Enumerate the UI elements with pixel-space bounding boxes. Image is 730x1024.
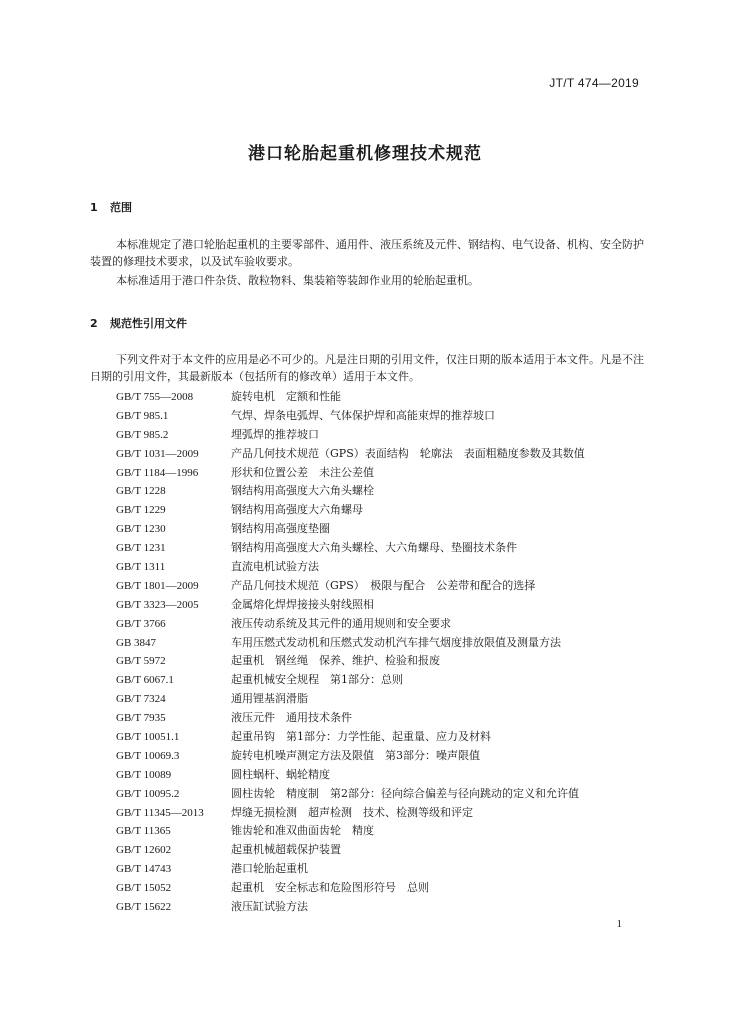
section-2-number: 2	[90, 317, 98, 330]
reference-code: GB/T 1231	[116, 542, 166, 555]
section-1-paragraph-1: 本标准规定了港口轮胎起重机的主要零部件、通用件、液压系统及元件、钢结构、电气设备、机构、安全防护装置的修理技术要求，以及试车验收要求。	[90, 238, 644, 268]
reference-code: GB/T 10069.3	[116, 749, 180, 762]
reference-title: 金属熔化焊焊接接头射线照相	[231, 597, 374, 611]
reference-title: 起重机械安全规程 第1部分：总则	[231, 673, 403, 687]
reference-title: 钢结构用高强度大六角头螺栓	[231, 484, 374, 498]
reference-code: GB/T 12602	[116, 844, 172, 857]
reference-code: GB/T 1230	[116, 523, 166, 536]
reference-row	[116, 785, 656, 804]
reference-code: GB/T 11365	[116, 825, 171, 838]
reference-row	[116, 898, 656, 917]
reference-title: 起重机械超载保护装置	[231, 843, 341, 857]
reference-row	[116, 482, 656, 501]
reference-title: 圆柱齿轮 精度制 第2部分：径向综合偏差与径向跳动的定义和允许值	[231, 786, 579, 800]
reference-title: 港口轮胎起重机	[231, 862, 308, 876]
reference-title: 液压缸试验方法	[231, 900, 308, 914]
reference-row	[116, 615, 656, 634]
reference-code: GB/T 14743	[116, 863, 172, 876]
reference-code: GB/T 1801—2009	[116, 579, 199, 592]
reference-code: GB/T 6067.1	[116, 674, 174, 687]
reference-row	[116, 690, 656, 709]
document-title: 港口轮胎起重机修理技术规范	[248, 144, 482, 164]
reference-code: GB/T 985.2	[116, 428, 169, 441]
reference-code: GB/T 3766	[116, 617, 166, 630]
reference-title: 直流电机试验方法	[231, 560, 319, 574]
reference-row	[116, 822, 656, 841]
reference-row	[116, 596, 656, 615]
reference-code: GB/T 5972	[116, 655, 166, 668]
reference-row	[116, 445, 656, 464]
reference-title: 钢结构用高强度大六角头螺栓、大六角螺母、垫圈技术条件	[231, 541, 517, 555]
reference-title: 圆柱蜗杆、蜗轮精度	[231, 767, 330, 781]
reference-row	[116, 766, 656, 785]
reference-code: GB 3847	[116, 636, 157, 649]
reference-title: 起重吊钩 第1部分：力学性能、起重量、应力及材料	[231, 730, 491, 744]
reference-row	[116, 520, 656, 539]
reference-title: 形状和位置公差 未注公差值	[231, 465, 374, 479]
reference-title: 车用压燃式发动机和压燃式发动机汽车排气烟度排放限值及测量方法	[231, 635, 561, 649]
reference-row	[116, 860, 656, 879]
reference-code: GB/T 755—2008	[116, 391, 194, 403]
reference-row	[116, 879, 656, 898]
reference-title: 产品几何技术规范（GPS） 极限与配合 公差带和配合的选择	[231, 578, 536, 592]
reference-code: GB/T 1184—1996	[116, 466, 199, 479]
reference-code: GB/T 15052	[116, 882, 172, 895]
reference-title: 埋弧焊的推荐坡口	[231, 427, 319, 441]
reference-code: GB/T 7935	[116, 712, 166, 725]
reference-row	[116, 709, 656, 728]
reference-row	[116, 407, 656, 426]
section-1-title: 范围	[110, 201, 132, 214]
reference-row	[116, 388, 656, 407]
reference-code: GB/T 1311	[116, 561, 166, 574]
reference-row	[116, 539, 656, 558]
reference-title: 气焊、焊条电弧焊、气体保护焊和高能束焊的推荐坡口	[231, 408, 495, 422]
reference-row	[116, 426, 656, 445]
reference-title: 起重机 钢丝绳 保养、维护、检验和报废	[231, 654, 440, 668]
reference-title: 产品几何技术规范（GPS）表面结构 轮廓法 表面粗糙度参数及其数值	[231, 446, 585, 460]
reference-code: GB/T 1229	[116, 504, 166, 517]
reference-title: 旋转电机噪声测定方法及限值 第3部分：噪声限值	[231, 748, 480, 762]
section-2-intro: 下列文件对于本文件的应用是必不可少的。凡是注日期的引用文件，仅注日期的版本适用于本文件。凡是不注日期的引用文件，其最新版本（包括所有的修改单）适用于本文件。	[90, 353, 644, 383]
reference-row	[116, 501, 656, 520]
section-1-heading	[90, 199, 132, 215]
normative-reference-list	[116, 388, 656, 917]
reference-row	[116, 804, 656, 823]
section-1-number: 1	[90, 201, 98, 214]
reference-code: GB/T 11345—2013	[116, 806, 204, 819]
reference-row	[116, 841, 656, 860]
reference-row	[116, 671, 656, 690]
reference-row	[116, 747, 656, 766]
reference-row	[116, 728, 656, 747]
reference-title: 焊缝无损检测 超声检测 技术、检测等级和评定	[231, 805, 473, 819]
reference-code: GB/T 10051.1	[116, 731, 180, 744]
reference-code: GB/T 1031—2009	[116, 447, 199, 460]
section-1-paragraph-2: 本标准适用于港口件杂货、散粒物料、集装箱等装卸作业用的轮胎起重机。	[116, 274, 479, 287]
section-2-title: 规范性引用文件	[110, 317, 187, 330]
reference-title: 通用锂基润滑脂	[231, 692, 308, 706]
reference-title: 锥齿轮和准双曲面齿轮 精度	[231, 824, 374, 838]
reference-code: GB/T 1228	[116, 485, 166, 498]
page-number: 1	[616, 918, 622, 930]
reference-code: GB/T 10095.2	[116, 787, 180, 800]
reference-title: 液压传动系统及其元件的通用规则和安全要求	[231, 616, 451, 630]
reference-row	[116, 558, 656, 577]
reference-code: GB/T 3323—2005	[116, 598, 199, 611]
reference-title: 液压元件 通用技术条件	[231, 711, 352, 725]
standard-code: JT/T 474—2019	[549, 76, 639, 90]
reference-title: 旋转电机 定额和性能	[231, 390, 341, 403]
reference-code: GB/T 10089	[116, 768, 172, 781]
reference-code: GB/T 7324	[116, 693, 166, 706]
reference-title: 钢结构用高强度大六角螺母	[231, 503, 363, 517]
reference-row	[116, 577, 656, 596]
reference-row	[116, 634, 656, 653]
reference-title: 起重机 安全标志和危险图形符号 总则	[231, 881, 429, 895]
reference-title: 钢结构用高强度垫圈	[231, 522, 330, 536]
reference-code: GB/T 985.1	[116, 409, 169, 422]
section-2-heading	[90, 315, 187, 331]
reference-row	[116, 652, 656, 671]
reference-row	[116, 464, 656, 483]
reference-code: GB/T 15622	[116, 901, 172, 914]
